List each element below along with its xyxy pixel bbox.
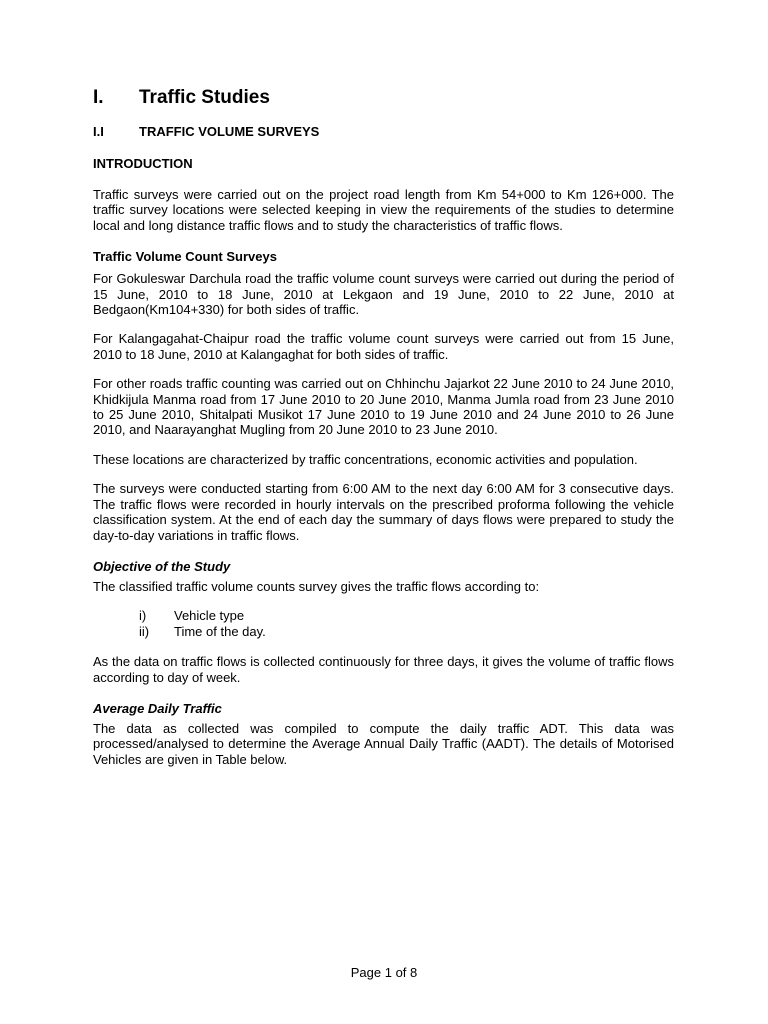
count-paragraph-locations: These locations are characterized by traffic concentrations, economic activities and population. (93, 451, 638, 467)
objective-paragraph: The classified traffic volume counts survey gives the traffic flows according to: (93, 578, 540, 594)
introduction-heading: INTRODUCTION (93, 156, 193, 171)
objective-list (93, 608, 674, 639)
adt-heading: Average Daily Traffic (93, 700, 222, 716)
list-text: Vehicle type (174, 608, 245, 624)
count-paragraph-schedule: The surveys were conducted starting from 6:00 AM to the next day 6:00 AM for 3 consecutive days. The traffic flows were recorded in hourly intervals on the prescribed proforma following the vehicle classification system. At the end of each day the summary of days flows were prepared to study the day-to-day variations in traffic flows. (93, 481, 674, 543)
document-body (93, 86, 674, 781)
count-surveys-heading: Traffic Volume Count Surveys (93, 249, 277, 265)
objective-followup-paragraph: As the data on traffic flows is collected continuously for three days, it gives the volume of traffic flows according to day of week. (93, 654, 674, 685)
section-heading (93, 86, 674, 110)
list-marker: i) (139, 608, 147, 624)
subsection-title: TRAFFIC VOLUME SURVEYS (139, 124, 320, 139)
list-item (139, 608, 674, 623)
adt-paragraph: The data as collected was compiled to compute the daily traffic ADT. This data was processed/analysed to determine the Average Annual Daily Traffic (AADT). The details of Motorised Vehicles are given in Table below. (93, 720, 674, 767)
list-marker: ii) (139, 623, 150, 639)
count-paragraph-kalangaghat: For Kalangagahat-Chaipur road the traffic volume count surveys were carried out from 15 June, 2010 to 18 June, 2010 at Kalangaghat for both sides of traffic. (93, 331, 674, 362)
page-number: Page 1 of 8 (350, 965, 418, 980)
list-text: Time of the day. (174, 623, 266, 639)
objective-heading: Objective of the Study (93, 558, 231, 574)
introduction-paragraph: Traffic surveys were carried out on the project road length from Km 54+000 to Km 126+000. The traffic survey locations were selected keeping in view the requirements of the studies to determine local and long distance traffic flows and to study the characteristics of traffic flows. (93, 187, 674, 233)
section-number: I. (93, 87, 104, 108)
subsection-heading (93, 124, 674, 140)
count-paragraph-other-roads: For other roads traffic counting was carried out on Chhinchu Jajarkot 22 June 2010 to 24 June 2010, Khidkijula Manma road from 17 June 2010 to 20 June 2010, Manma Jumla road from 23 June 2010 to 25 June 2010, Shitalpati Musikot 17 June 2010 to 19 June 2010 and 24 June 2010 to 26 June 2010, and Naarayanghat Mugling from 20 June 2010 to 23 June 2010. (93, 376, 674, 438)
section-title: Traffic Studies (139, 87, 270, 108)
list-item (139, 624, 674, 639)
count-paragraph-gokuleswar: For Gokuleswar Darchula road the traffic volume count surveys were carried out during the period of 15 June, 2010 to 18 June, 2010 at Lekgaon and 19 June, 2010 to 22 June, 2010 at Bedgaon(Km104+330) for both sides of traffic. (93, 271, 674, 318)
subsection-number: I.I (93, 124, 104, 139)
